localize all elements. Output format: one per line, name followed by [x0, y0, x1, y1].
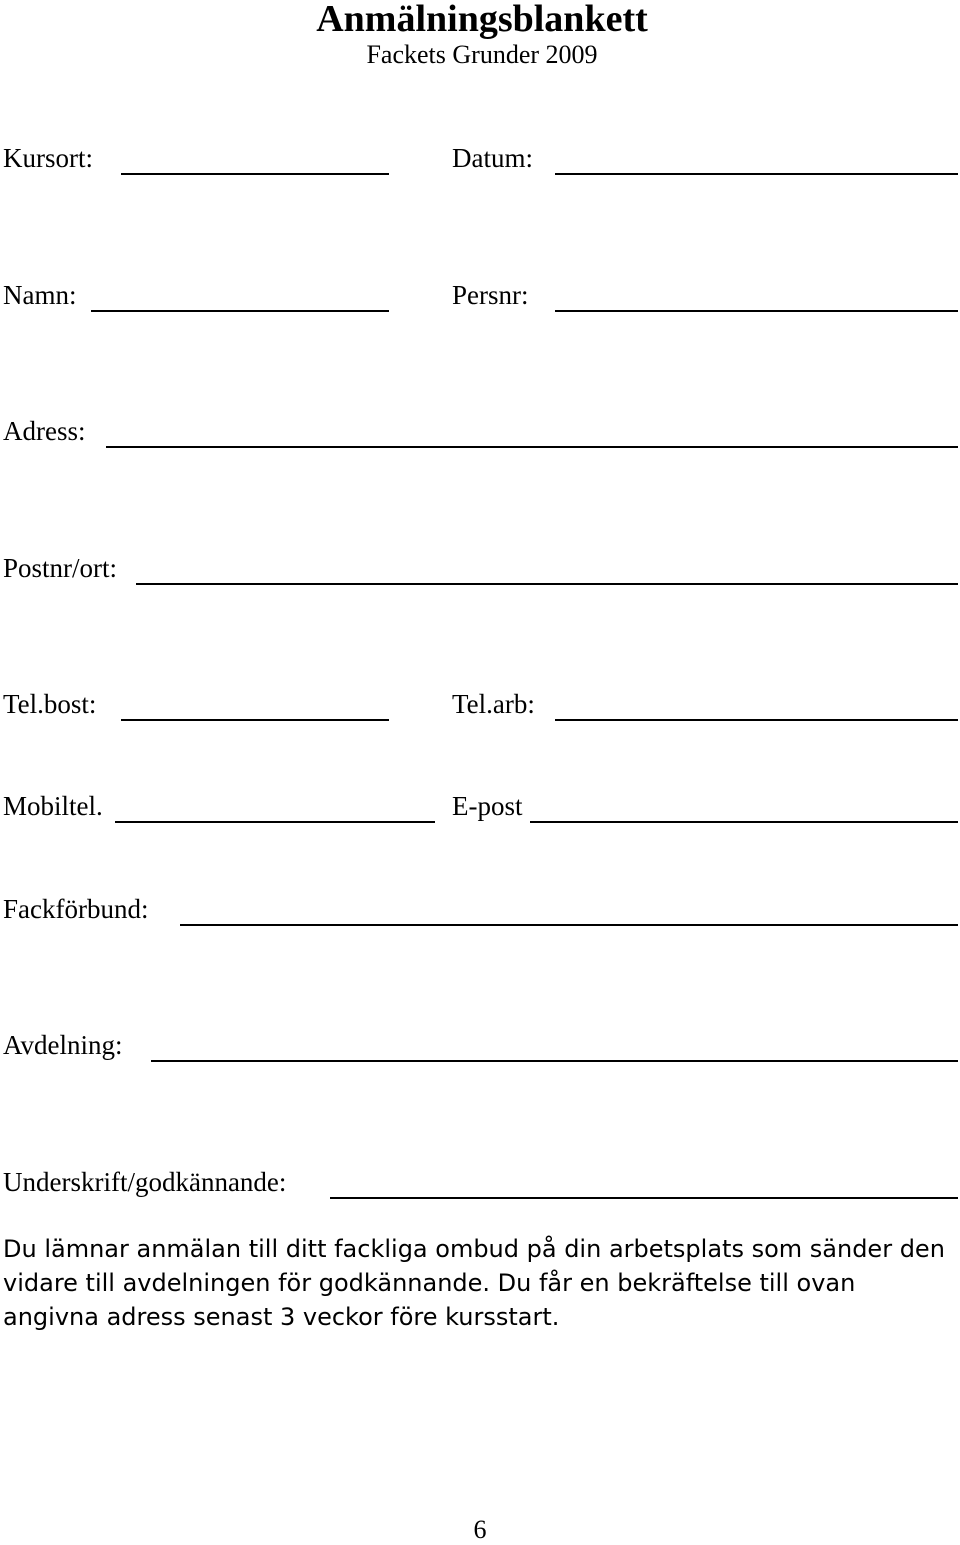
postnr-ort-label: Postnr/ort: — [3, 553, 118, 583]
kursort-field-line[interactable] — [121, 173, 389, 175]
epost-field-line[interactable] — [530, 821, 958, 823]
epost-label: E-post — [452, 791, 523, 821]
fackforbund-label: Fackförbund: — [3, 894, 149, 924]
instruction-text: Du lämnar anmälan till ditt fackliga ombud på din arbetsplats som sänder den vidare till avdelningen för godkännande. Du får en bekräftelse till ovan angivna adress senast 3 veckor före kursstart. — [3, 1235, 945, 1331]
datum-field-line[interactable] — [555, 173, 958, 175]
namn-label: Namn: — [3, 280, 77, 310]
underskrift-label: Underskrift/godkännande: — [3, 1167, 287, 1197]
adress-field-line[interactable] — [106, 446, 958, 448]
tel-bost-label: Tel.bost: — [3, 689, 97, 719]
datum-label: Datum: — [452, 143, 533, 173]
adress-label: Adress: — [3, 416, 86, 446]
persnr-label: Persnr: — [452, 280, 529, 310]
tel-arb-field-line[interactable] — [555, 719, 958, 721]
kursort-label: Kursort: — [3, 143, 93, 173]
form-title: Anmälningsblankett — [316, 0, 648, 40]
avdelning-field-line[interactable] — [151, 1060, 958, 1062]
persnr-field-line[interactable] — [555, 310, 958, 312]
form-subtitle: Fackets Grunder 2009 — [366, 40, 598, 69]
fackforbund-field-line[interactable] — [180, 924, 958, 926]
mobiltel-field-line[interactable] — [115, 821, 435, 823]
page-number: 6 — [473, 1515, 487, 1544]
tel-bost-field-line[interactable] — [121, 719, 389, 721]
avdelning-label: Avdelning: — [3, 1030, 123, 1060]
underskrift-field-line[interactable] — [330, 1197, 958, 1199]
postnr-ort-field-line[interactable] — [136, 583, 958, 585]
namn-field-line[interactable] — [91, 310, 389, 312]
mobiltel-label: Mobiltel. — [3, 791, 103, 821]
tel-arb-label: Tel.arb: — [452, 689, 535, 719]
